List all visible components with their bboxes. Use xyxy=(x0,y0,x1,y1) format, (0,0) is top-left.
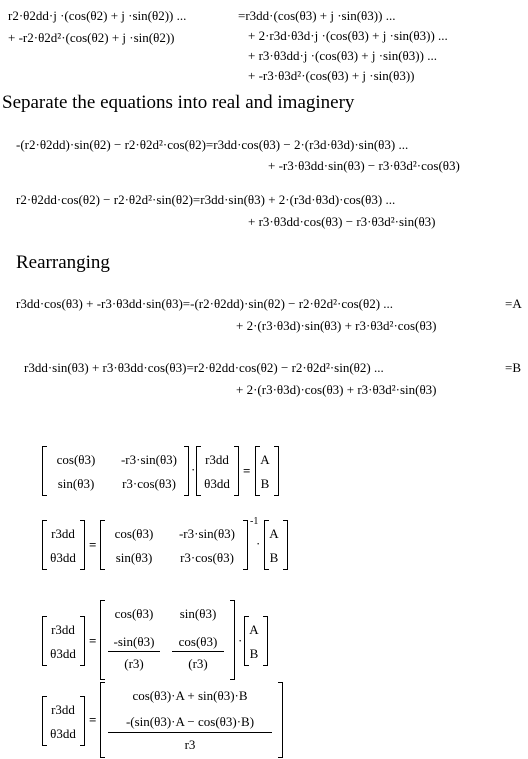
m1-right-bracket xyxy=(184,446,189,496)
m2-inverse-exponent: -1 xyxy=(250,516,259,527)
eq1-lhs-line1: r2·θ2dd·j ·(cos(θ2) + j ·sin(θ2)) ... xyxy=(8,8,187,23)
v4-t3dd: θ3dd xyxy=(50,726,76,741)
m3-cell-21-denominator: (r3) xyxy=(124,656,144,671)
eq1-rhs-line1: =r3dd·(cos(θ3) + j ·sin(θ3)) ... xyxy=(238,8,396,23)
v3-t3dd: θ3dd xyxy=(50,646,76,661)
imag-eq-line1: r2·θ2dd·cos(θ2) − r2·θ2d²·sin(θ2)=r3dd·sin(θ3) + 2·(r3d·θ3d)·cos(θ3) ... xyxy=(16,192,396,207)
m4-row2-fraction-line xyxy=(108,732,272,733)
rearr2-tag: =B xyxy=(505,360,522,375)
m4-row1: cos(θ3)·A + sin(θ3)·B xyxy=(132,688,248,703)
v2-right-bracket xyxy=(80,520,85,570)
v2-r3dd: r3dd xyxy=(51,526,75,541)
eq1-rhs-line2: + 2·r3d·θ3d·j ·(cos(θ3) + j ·sin(θ3)) ... xyxy=(248,28,448,43)
m1-cell-11: cos(θ3) xyxy=(56,452,96,467)
v1-right-bracket xyxy=(234,446,239,496)
m3-dot: · xyxy=(238,633,243,648)
rearr2-line2: + 2·(r3·θ3d)·cos(θ3) + r3·θ3d²·sin(θ3) xyxy=(236,382,437,397)
rearr2-line1: r3dd·sin(θ3) + r3·θ3dd·cos(θ3)=r2·θ2dd·cos(θ2) − r2·θ2d²·sin(θ2) ... xyxy=(24,360,384,375)
m4-right-bracket xyxy=(278,682,283,758)
m3-cell-22-numerator: cos(θ3) xyxy=(178,634,218,649)
v1-t3dd: θ3dd xyxy=(204,476,230,491)
eq1-rhs-line4: + -r3·θ3d²·(cos(θ3) + j ·sin(θ3)) xyxy=(248,68,415,83)
m1-cell-22: r3·cos(θ3) xyxy=(122,476,176,491)
v3-r3dd: r3dd xyxy=(51,622,75,637)
imag-eq-line2: + r3·θ3dd·cos(θ3) − r3·θ3d²·sin(θ3) xyxy=(248,214,436,229)
m1-equals: = xyxy=(243,463,251,478)
m2-cell-22: r3·cos(θ3) xyxy=(180,550,234,565)
m2-cell-21: sin(θ3) xyxy=(115,550,153,565)
v2-t3dd: θ3dd xyxy=(50,550,76,565)
v3-right-bracket xyxy=(80,616,85,666)
m4-row2-numerator: -(sin(θ3)·A − cos(θ3)·B) xyxy=(125,714,255,729)
heading-separate: Separate the equations into real and imaginery xyxy=(2,92,355,113)
eq1-lhs-line2: + -r2·θ2d²·(cos(θ2) + j ·sin(θ2)) xyxy=(8,30,175,45)
ab1-right-bracket xyxy=(274,446,279,496)
m3-cell-12: sin(θ3) xyxy=(179,606,217,621)
real-eq-line1: -(r2·θ2dd)·sin(θ2) − r2·θ2d²·cos(θ2)=r3dd·cos(θ3) − 2·(r3d·θ3d)·sin(θ3) ... xyxy=(16,137,409,152)
rearr1-tag: =A xyxy=(505,296,522,311)
m3-cell-21-numerator: -sin(θ3) xyxy=(113,634,155,649)
m2-cell-11: cos(θ3) xyxy=(114,526,154,541)
v1-r3dd: r3dd xyxy=(205,452,229,467)
m3-equals: = xyxy=(89,633,97,648)
ab3-a: A xyxy=(249,622,259,637)
m1-dot: · xyxy=(191,462,196,477)
m4-row2-denominator: r3 xyxy=(184,737,196,752)
rearr1-line2: + 2·(r3·θ3d)·sin(θ3) + r3·θ3d²·cos(θ3) xyxy=(236,318,437,333)
m3-right-bracket xyxy=(230,600,235,680)
m2-dot: · xyxy=(256,536,261,551)
ab2-a: A xyxy=(269,526,279,541)
real-eq-line2: + -r3·θ3dd·sin(θ3) − r3·θ3d²·cos(θ3) xyxy=(268,158,460,173)
m2-equals: = xyxy=(89,537,97,552)
ab2-right-bracket xyxy=(283,520,288,570)
m1-cell-12: -r3·sin(θ3) xyxy=(120,452,178,467)
m3-cell-22-fraction-line xyxy=(172,651,224,652)
m1-cell-21: sin(θ3) xyxy=(57,476,95,491)
eq1-rhs-line3: + r3·θ3dd·j ·(cos(θ3) + j ·sin(θ3)) ... xyxy=(248,48,437,63)
m2-cell-12: -r3·sin(θ3) xyxy=(178,526,236,541)
v4-right-bracket xyxy=(80,696,85,746)
ab1-a: A xyxy=(260,452,270,467)
m2-right-bracket xyxy=(243,520,248,570)
m3-cell-11: cos(θ3) xyxy=(114,606,154,621)
ab1-b: B xyxy=(260,476,270,491)
heading-rearranging: Rearranging xyxy=(16,252,110,273)
v4-r3dd: r3dd xyxy=(51,702,75,717)
m3-cell-21-fraction-line xyxy=(108,651,160,652)
m4-equals: = xyxy=(89,712,97,727)
ab3-right-bracket xyxy=(263,616,268,666)
rearr1-line1: r3dd·cos(θ3) + -r3·θ3dd·sin(θ3)=-(r2·θ2dd)·sin(θ2) − r2·θ2d²·cos(θ2) ... xyxy=(16,296,394,311)
m3-cell-22-denominator: (r3) xyxy=(188,656,208,671)
ab2-b: B xyxy=(269,550,279,565)
ab3-b: B xyxy=(249,646,259,661)
